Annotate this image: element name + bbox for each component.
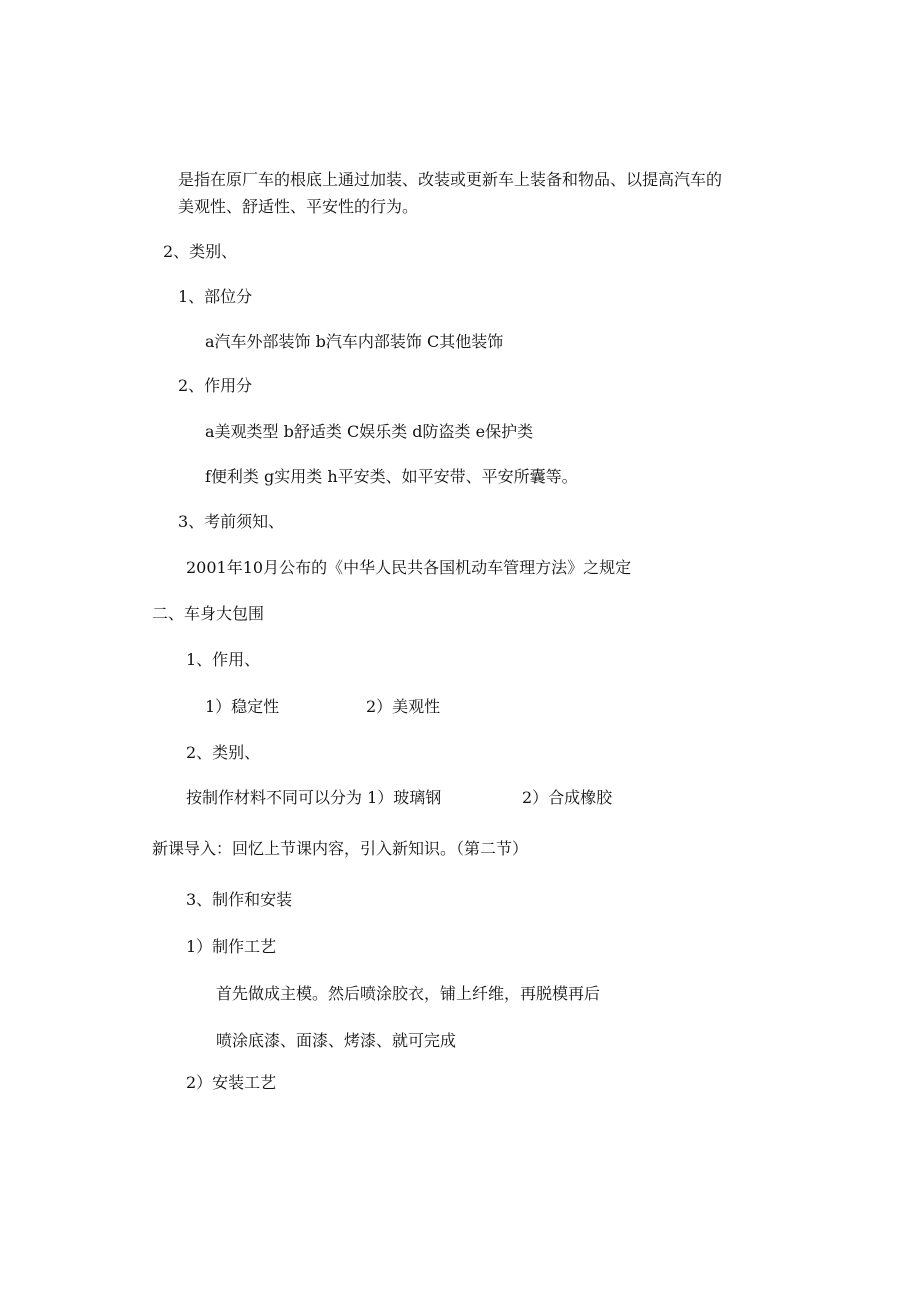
intro-line-2: 美观性、舒适性、平安性的行为。 <box>178 197 419 216</box>
process-heading: 1）制作工艺 <box>186 937 277 956</box>
make-install-heading: 3、制作和安装 <box>186 890 293 909</box>
intro-line-1: 是指在原厂车的根底上通过加装、改装或更新车上装备和物品、以提高汽车的 <box>178 170 723 189</box>
by-function-heading: 2、作用分 <box>178 376 253 395</box>
regulation-line: 2001年10月公布的《中华人民共各国机动车管理方法》之规定 <box>186 558 632 577</box>
lesson-intro-line: 新课导入：回忆上节课内容，引入新知识。（第二节） <box>152 839 529 858</box>
process-text-1: 首先做成主模。然后喷涂胶衣，铺上纤维，再脱模再后 <box>216 984 601 1003</box>
process-text-2: 喷涂底漆、面漆、烤漆、就可完成 <box>216 1031 457 1050</box>
section-categories-heading: 2、类别、 <box>163 242 238 261</box>
exam-notes-heading: 3、考前须知、 <box>178 512 285 531</box>
by-function-items-2: f便利类 g实用类 h平安类、如平安带、平安所囊等。 <box>205 467 578 486</box>
effect-item-1: 1）稳定性 <box>205 697 280 716</box>
kit-categories-heading: 2、类别、 <box>186 743 261 762</box>
effect-item-2: 2）美观性 <box>366 697 441 716</box>
section-body-kit-heading: 二、车身大包围 <box>152 604 265 623</box>
by-location-items: a汽车外部装饰 b汽车内部装饰 C其他装饰 <box>205 332 504 351</box>
material-item-2: 2）合成橡胶 <box>522 788 613 807</box>
material-line: 按制作材料不同可以分为 1）玻璃钢 <box>186 788 442 807</box>
by-function-items-1: a美观类型 b舒适类 C娱乐类 d防盗类 e保护类 <box>205 422 534 441</box>
install-heading: 2）安装工艺 <box>186 1073 277 1092</box>
effect-heading: 1、作用、 <box>186 650 261 669</box>
by-location-heading: 1、部位分 <box>178 287 253 306</box>
